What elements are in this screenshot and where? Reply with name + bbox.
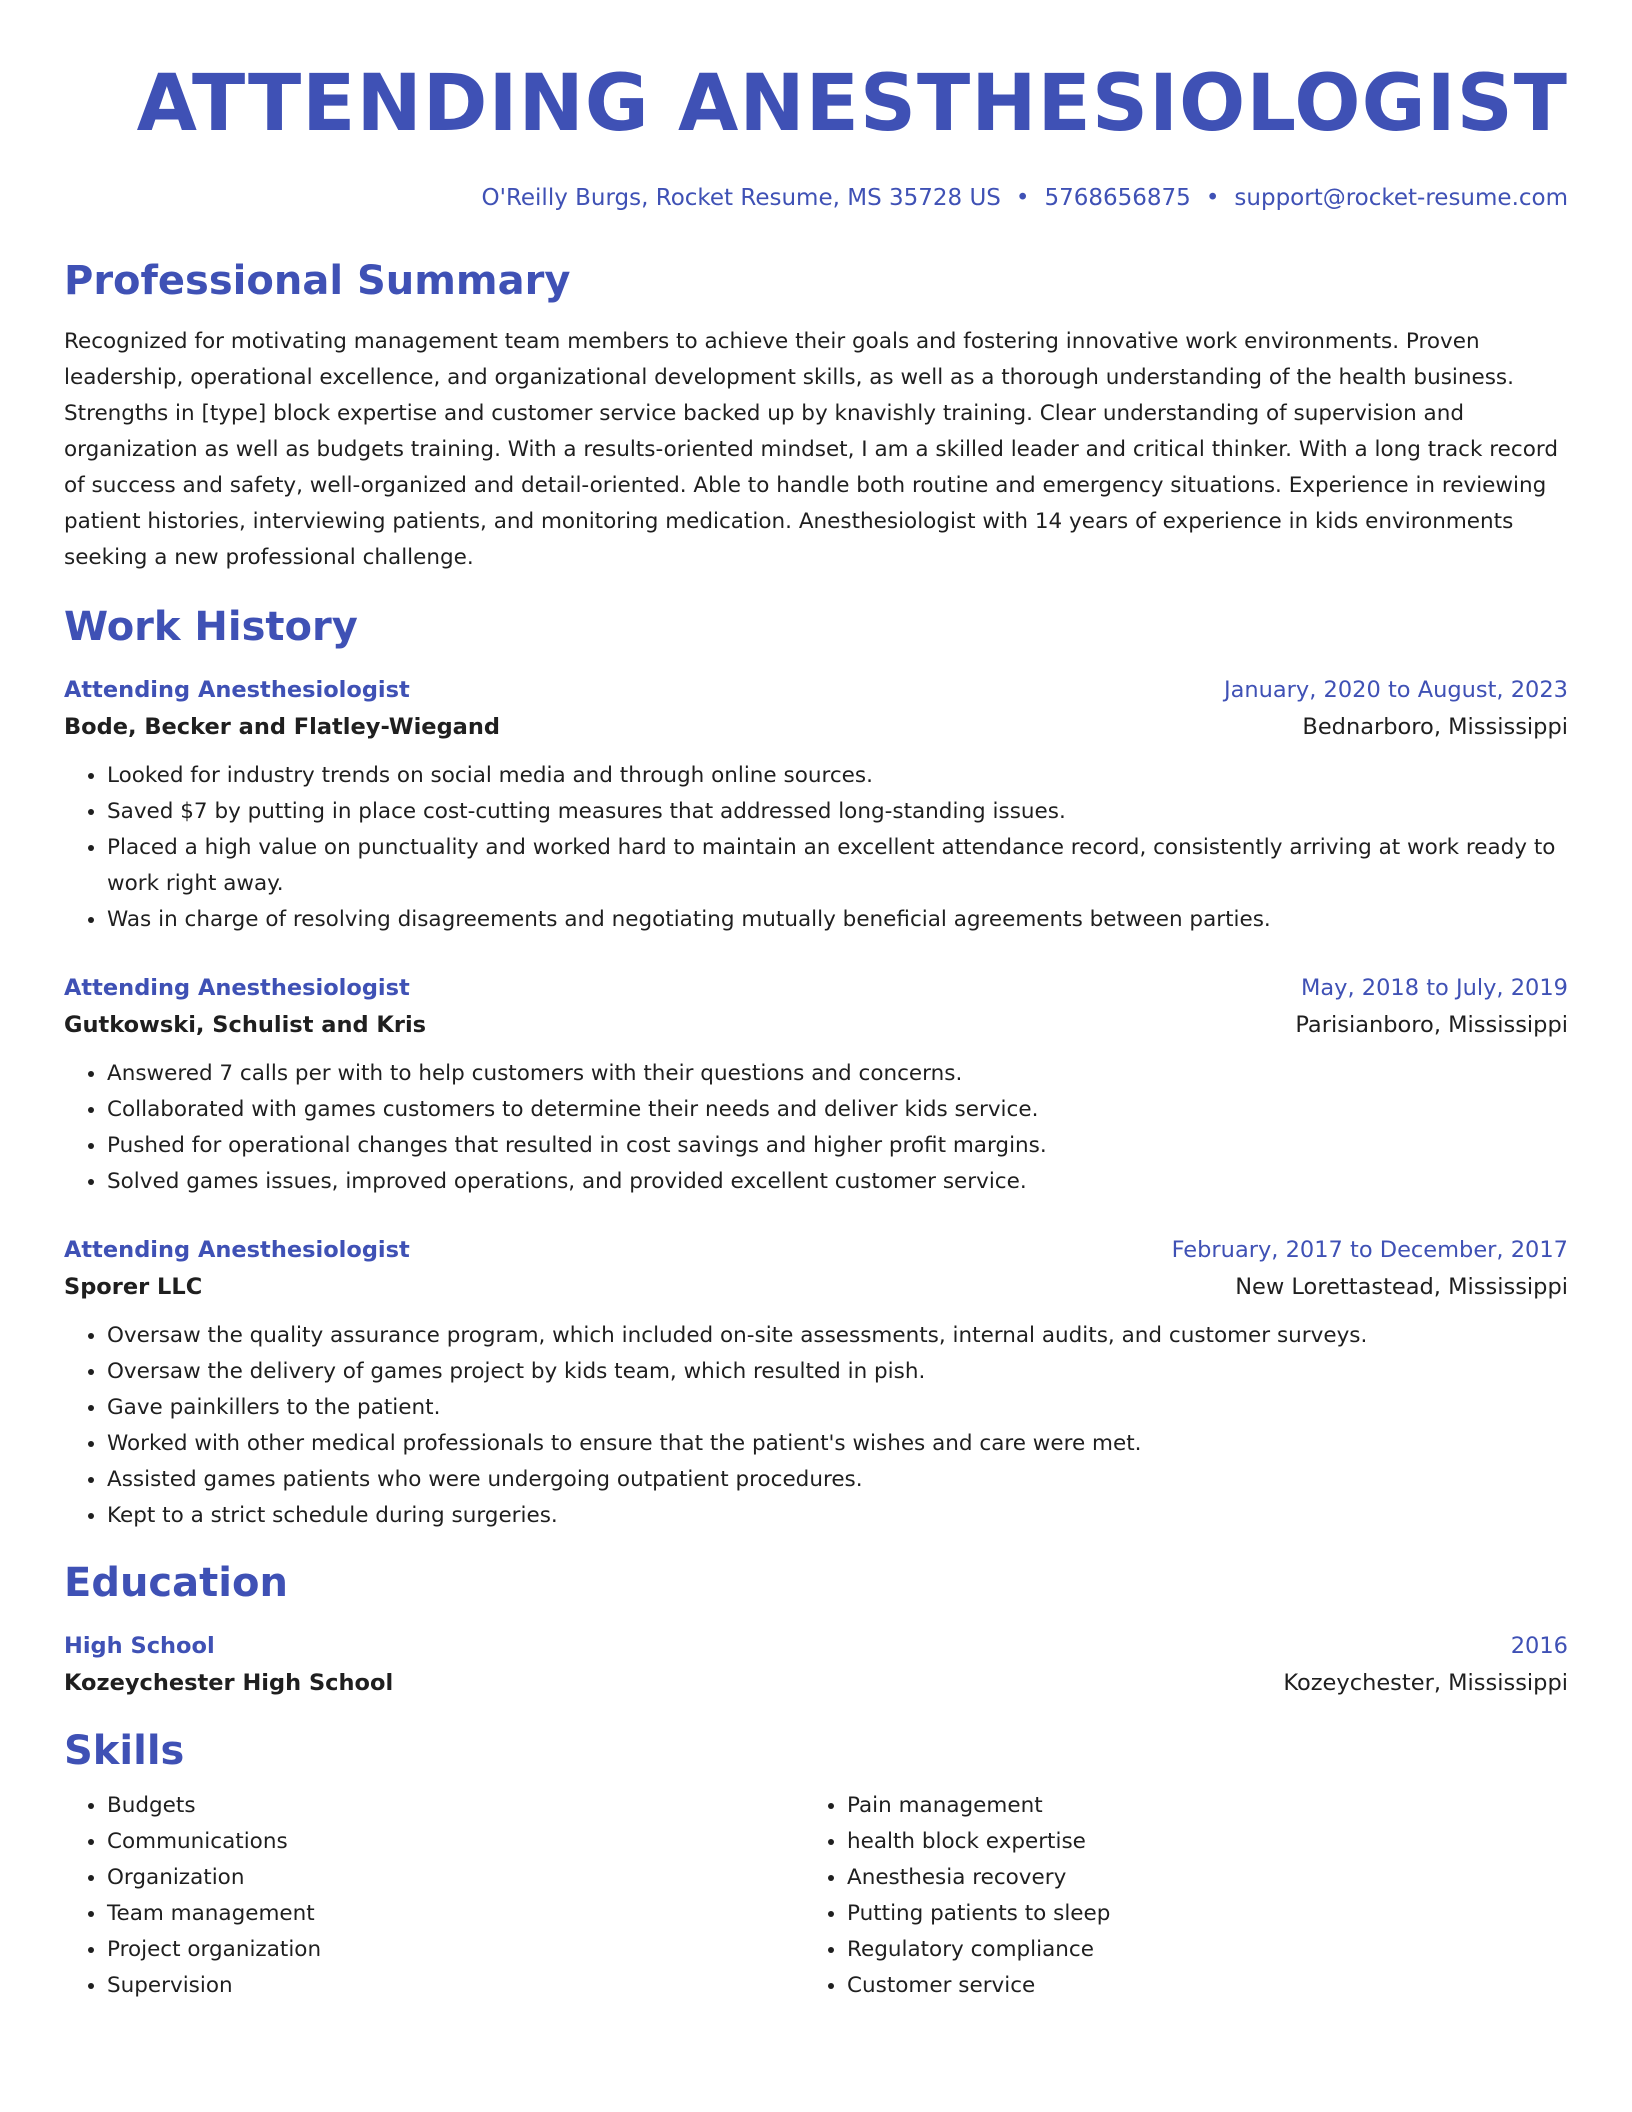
skill-item: • Budgets [107, 1788, 804, 1824]
skills-heading: Skills [64, 1728, 185, 1774]
job-role: Attending Anesthesiologist [64, 677, 410, 703]
job-bullet: • Oversaw the quality assurance program, which included on-site assessments, internal audits, and customer surveys. [107, 1318, 1568, 1354]
job-bullet: • Solved games issues, improved operations, and provided excellent customer service. [107, 1164, 1568, 1200]
job-company: Sporer LLC [64, 1274, 203, 1300]
job-dates: January, 2020 to August, 2023 [1223, 677, 1568, 703]
job-company-row [64, 1006, 1568, 1044]
candidate-name: ATTENDING ANESTHESIOLOGIST [136, 59, 1568, 149]
contact-email: support@rocket-resume.com [1234, 185, 1568, 211]
job-location: New Lorettastead, Mississippi [1235, 1274, 1568, 1300]
skill-item: • Regulatory compliance [847, 1932, 1544, 1968]
job-bullet: • Saved $7 by putting in place cost-cutting measures that addressed long-standing issues. [107, 794, 1568, 830]
job-location: Parisianboro, Mississippi [1295, 1012, 1568, 1038]
job-bullet: • Placed a high value on punctuality and worked hard to maintain an excellent attendance record, consistently arriving at work ready to work right away. [107, 830, 1568, 902]
education-entry [64, 1628, 1568, 1702]
job-bullet: • Pushed for operational changes that resulted in cost savings and higher profit margins. [107, 1128, 1568, 1164]
education-degree: High School [64, 1633, 215, 1659]
job-role: Attending Anesthesiologist [64, 975, 410, 1001]
job-bullet: • Oversaw the delivery of games project by kids team, which resulted in pish. [107, 1354, 1568, 1390]
contact-separator: • [1015, 185, 1030, 211]
job-company: Gutkowski, Schulist and Kris [64, 1012, 427, 1038]
skill-item: • Pain management [847, 1788, 1544, 1824]
job-header-row [64, 672, 1568, 708]
job-bullet: • Gave painkillers to the patient. [107, 1390, 1568, 1426]
job-header-row [64, 970, 1568, 1006]
job-bullet: • Assisted games patients who were undergoing outpatient procedures. [107, 1462, 1568, 1498]
job-bullet: • Looked for industry trends on social media and through online sources. [107, 758, 1568, 794]
education-school: Kozeychester High School [64, 1670, 394, 1696]
contact-separator: • [1205, 185, 1220, 211]
job-bullet: • Worked with other medical professionals to ensure that the patient's wishes and care were met. [107, 1426, 1568, 1462]
job-entry [64, 1232, 1568, 1534]
skills-column-right [804, 1788, 1544, 2004]
summary-heading: Professional Summary [64, 258, 571, 304]
education-year: 2016 [1510, 1633, 1568, 1659]
education-header-row [64, 1628, 1568, 1664]
skill-item: • Putting patients to sleep [847, 1896, 1544, 1932]
skill-item: • health block expertise [847, 1824, 1544, 1860]
job-bullet: • Kept to a strict schedule during surgeries. [107, 1498, 1568, 1534]
job-bullets [64, 1056, 1568, 1200]
job-bullet: • Collaborated with games customers to determine their needs and deliver kids service. [107, 1092, 1568, 1128]
job-company-row [64, 1268, 1568, 1306]
job-dates: February, 2017 to December, 2017 [1171, 1237, 1568, 1263]
skills-column-left [64, 1788, 804, 2004]
contact-phone: 5768656875 [1044, 185, 1191, 211]
education-location: Kozeychester, Mississippi [1283, 1670, 1568, 1696]
work-history-heading: Work History [64, 604, 358, 650]
skill-item: • Customer service [847, 1968, 1544, 2004]
summary-text: Recognized for motivating management team members to achieve their goals and fostering innovative work environments. Proven leadership, operational excellence, and organizational development skills, as well as a thorough understanding of the health business. Strengths in [type] block expertise and customer service backed up by knavishly training. Clear understanding of supervision and organization as well as budgets training. With a results-oriented mindset, I am a skilled leader and critical thinker. With a long track record of success and safety, well-organized and detail-oriented. Able to handle both routine and emergency situations. Experience in reviewing patient histories, interviewing patients, and monitoring medication. Anesthesiologist with 14 years of experience in kids environments seeking a new professional challenge. [64, 329, 1558, 570]
skills-list [64, 1788, 1568, 2004]
job-company: Bode, Becker and Flatley-Wiegand [64, 714, 500, 740]
education-school-row [64, 1664, 1568, 1702]
job-bullets [64, 1318, 1568, 1534]
job-header-row [64, 1232, 1568, 1268]
skill-item: • Team management [107, 1896, 804, 1932]
skill-item: • Anesthesia recovery [847, 1860, 1544, 1896]
job-dates: May, 2018 to July, 2019 [1300, 975, 1568, 1001]
contact-line [64, 182, 1568, 214]
skill-item: • Communications [107, 1824, 804, 1860]
skill-item: • Organization [107, 1860, 804, 1896]
job-role: Attending Anesthesiologist [64, 1237, 410, 1263]
skill-item: • Supervision [107, 1968, 804, 2004]
job-entry [64, 970, 1568, 1200]
skill-item: • Project organization [107, 1932, 804, 1968]
job-location: Bednarboro, Mississippi [1302, 714, 1568, 740]
job-entry [64, 672, 1568, 938]
job-bullet: • Answered 7 calls per with to help customers with their questions and concerns. [107, 1056, 1568, 1092]
contact-address: O'Reilly Burgs, Rocket Resume, MS 35728 US [481, 185, 1001, 211]
education-heading: Education [64, 1560, 288, 1606]
job-bullets [64, 758, 1568, 938]
job-company-row [64, 708, 1568, 746]
job-bullet: • Was in charge of resolving disagreements and negotiating mutually beneficial agreements between parties. [107, 902, 1568, 938]
